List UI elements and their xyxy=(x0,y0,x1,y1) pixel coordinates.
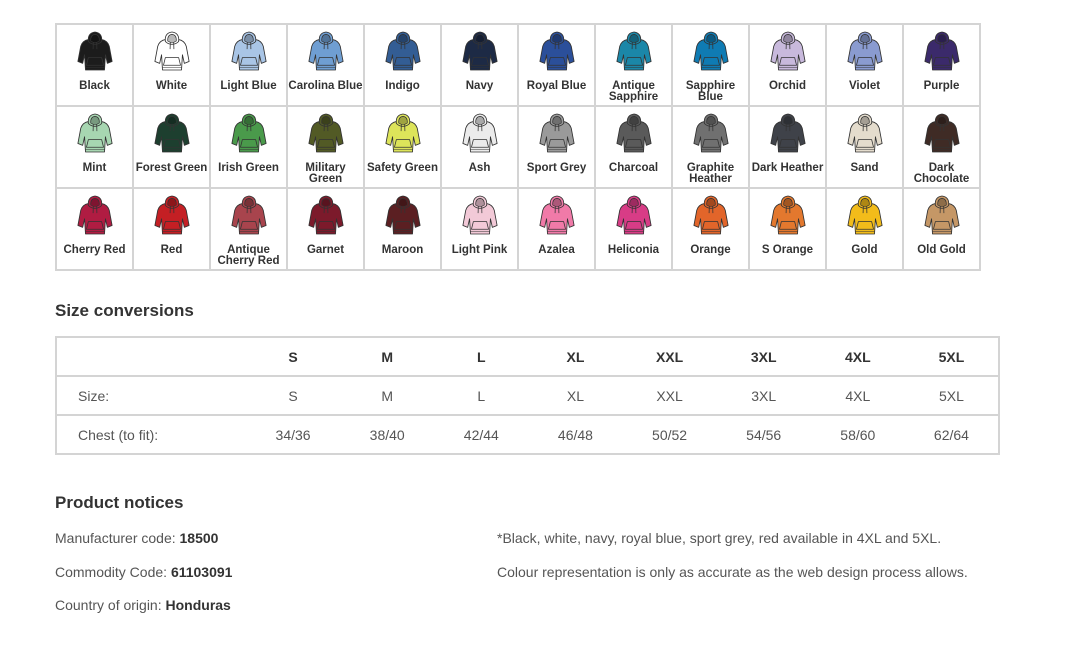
swatch-safety-green[interactable] xyxy=(364,106,441,188)
swatch-cell xyxy=(827,107,902,187)
swatch-label: Irish Green xyxy=(218,162,279,174)
swatch-label: Navy xyxy=(465,80,494,92)
size-value-cell: 54/56 xyxy=(717,415,811,454)
hoodie-icon xyxy=(538,193,576,237)
swatch-dark-heather[interactable] xyxy=(749,106,826,188)
country-of-origin-label: Country of origin: xyxy=(55,597,166,613)
hoodie-icon xyxy=(538,29,576,73)
swatch-mint[interactable] xyxy=(56,106,133,188)
hoodie-icon xyxy=(923,29,961,73)
swatch-label: Indigo xyxy=(385,80,420,92)
swatch-maroon[interactable] xyxy=(364,188,441,270)
hoodie-icon xyxy=(153,29,191,73)
hoodie-icon xyxy=(615,111,653,155)
hoodie-icon xyxy=(692,111,730,155)
colour-swatch-grid xyxy=(55,23,981,271)
swatch-azalea[interactable] xyxy=(518,188,595,270)
swatch-label: Ash xyxy=(468,162,491,174)
hoodie-icon xyxy=(76,29,114,73)
hoodie-icon xyxy=(461,193,499,237)
manufacturer-code-label: Manufacturer code: xyxy=(55,530,180,546)
size-header-row xyxy=(56,337,999,376)
swatch-label: Black xyxy=(79,80,110,92)
swatch-charcoal[interactable] xyxy=(595,106,672,188)
hoodie-icon xyxy=(307,29,345,73)
availability-note: *Black, white, navy, royal blue, sport grey, red available in 4XL and 5XL. xyxy=(497,530,942,546)
commodity-code-label: Commodity Code: xyxy=(55,564,171,580)
swatch-forest-green[interactable] xyxy=(133,106,210,188)
swatch-garnet[interactable] xyxy=(287,188,364,270)
swatch-orchid[interactable] xyxy=(749,24,826,106)
size-data-row xyxy=(56,415,999,454)
swatch-cell xyxy=(134,107,209,187)
commodity-code xyxy=(55,564,232,580)
swatch-ash[interactable] xyxy=(441,106,518,188)
swatch-cell xyxy=(442,25,517,105)
swatch-label: Violet xyxy=(848,80,881,92)
swatch-cell xyxy=(134,189,209,269)
size-conversions-heading: Size conversions xyxy=(55,301,194,320)
swatch-label: Royal Blue xyxy=(526,80,587,92)
swatch-cell xyxy=(827,189,902,269)
swatch-cell xyxy=(519,189,594,269)
swatch-cell xyxy=(365,25,440,105)
hoodie-icon xyxy=(769,193,807,237)
swatch-label: Orange xyxy=(690,244,731,256)
swatch-s-orange[interactable] xyxy=(749,188,826,270)
swatch-label: Antique Sapphire xyxy=(608,80,659,103)
hoodie-icon xyxy=(769,111,807,155)
hoodie-icon xyxy=(230,29,268,73)
swatch-label: Light Blue xyxy=(220,80,277,92)
swatch-sport-grey[interactable] xyxy=(518,106,595,188)
swatch-label: Maroon xyxy=(381,244,424,256)
swatch-label: Charcoal xyxy=(608,162,659,174)
swatch-cell xyxy=(288,107,363,187)
size-row-label: Chest (to fit): xyxy=(56,415,246,454)
swatch-navy[interactable] xyxy=(441,24,518,106)
hoodie-icon xyxy=(153,193,191,237)
size-value-cell: 42/44 xyxy=(434,415,528,454)
swatch-label: Heliconia xyxy=(607,244,660,256)
hoodie-icon xyxy=(230,193,268,237)
swatch-cell xyxy=(211,25,286,105)
hoodie-icon xyxy=(692,29,730,73)
size-value-cell: 5XL xyxy=(905,376,999,415)
swatch-label: Safety Green xyxy=(367,162,438,174)
swatch-antique-cherry-red[interactable] xyxy=(210,188,287,270)
country-of-origin xyxy=(55,597,231,613)
swatch-label: Old Gold xyxy=(917,244,966,256)
hoodie-icon xyxy=(384,111,422,155)
swatch-cell xyxy=(904,189,979,269)
size-data-row xyxy=(56,376,999,415)
size-value-cell: 34/36 xyxy=(246,415,340,454)
hoodie-icon xyxy=(769,29,807,73)
size-value-cell: L xyxy=(434,376,528,415)
swatch-antique-sapphire[interactable] xyxy=(595,24,672,106)
swatch-row xyxy=(56,24,980,106)
swatch-sand[interactable] xyxy=(826,106,903,188)
size-row-label: Size: xyxy=(56,376,246,415)
swatch-cell xyxy=(596,25,671,105)
swatch-label: Military Green xyxy=(305,162,346,185)
swatch-cell xyxy=(750,189,825,269)
swatch-old-gold[interactable] xyxy=(903,188,980,270)
size-header-cell: M xyxy=(340,337,434,376)
swatch-indigo[interactable] xyxy=(364,24,441,106)
size-header-cell: 4XL xyxy=(811,337,905,376)
swatch-military-green[interactable] xyxy=(287,106,364,188)
size-value-cell: M xyxy=(340,376,434,415)
manufacturer-code-value: 18500 xyxy=(179,530,219,546)
size-value-cell: XXL xyxy=(623,376,717,415)
swatch-label: Forest Green xyxy=(135,162,208,174)
size-header-cell: L xyxy=(434,337,528,376)
hoodie-icon xyxy=(461,111,499,155)
swatch-cell xyxy=(211,107,286,187)
swatch-label: Red xyxy=(160,244,183,256)
swatch-cell xyxy=(750,25,825,105)
swatch-label: Antique Cherry Red xyxy=(217,244,280,267)
hoodie-icon xyxy=(384,193,422,237)
swatch-row xyxy=(56,106,980,188)
swatch-label: Orchid xyxy=(768,80,807,92)
swatch-light-blue[interactable] xyxy=(210,24,287,106)
swatch-label: Gold xyxy=(851,244,878,256)
swatch-gold[interactable] xyxy=(826,188,903,270)
swatch-label: Dark Heather xyxy=(751,162,824,174)
swatch-cell xyxy=(442,189,517,269)
size-header-cell: XXL xyxy=(623,337,717,376)
swatch-cell xyxy=(519,25,594,105)
swatch-graphite-heather[interactable] xyxy=(672,106,749,188)
swatch-cell xyxy=(673,189,748,269)
hoodie-icon xyxy=(76,193,114,237)
swatch-cell xyxy=(288,25,363,105)
size-value-cell: XL xyxy=(528,376,622,415)
hoodie-icon xyxy=(461,29,499,73)
swatch-irish-green[interactable] xyxy=(210,106,287,188)
swatch-cell xyxy=(57,25,132,105)
product-notices-heading: Product notices xyxy=(55,493,184,512)
hoodie-icon xyxy=(846,193,884,237)
swatch-label: Mint xyxy=(82,162,107,174)
size-value-cell: 50/52 xyxy=(623,415,717,454)
hoodie-icon xyxy=(230,111,268,155)
size-value-cell: 3XL xyxy=(717,376,811,415)
manufacturer-code xyxy=(55,530,218,546)
swatch-cell xyxy=(596,189,671,269)
swatch-label: Garnet xyxy=(306,244,345,256)
hoodie-icon xyxy=(615,193,653,237)
size-value-cell: 38/40 xyxy=(340,415,434,454)
swatch-row xyxy=(56,188,980,270)
swatch-label: Light Pink xyxy=(451,244,508,256)
size-header-cell: XL xyxy=(528,337,622,376)
swatch-cherry-red[interactable] xyxy=(56,188,133,270)
size-value-cell: 58/60 xyxy=(811,415,905,454)
swatch-label: Azalea xyxy=(538,244,575,256)
hoodie-icon xyxy=(76,111,114,155)
hoodie-icon xyxy=(615,29,653,73)
swatch-label: Sport Grey xyxy=(526,162,587,174)
swatch-label: Dark Chocolate xyxy=(913,162,970,185)
swatch-dark-chocolate[interactable] xyxy=(903,106,980,188)
hoodie-icon xyxy=(846,111,884,155)
swatch-label: Sand xyxy=(850,162,879,174)
swatch-cell xyxy=(57,107,132,187)
swatch-purple[interactable] xyxy=(903,24,980,106)
colour-accuracy-note: Colour representation is only as accurate as the web design process allows. xyxy=(497,564,968,580)
swatch-cell xyxy=(596,107,671,187)
swatch-label: Graphite Heather xyxy=(686,162,735,185)
hoodie-icon xyxy=(384,29,422,73)
hoodie-icon xyxy=(923,111,961,155)
swatch-cell xyxy=(750,107,825,187)
swatch-cell xyxy=(673,107,748,187)
swatch-cell xyxy=(365,189,440,269)
size-header-cell xyxy=(56,337,246,376)
country-of-origin-value: Honduras xyxy=(165,597,231,613)
swatch-light-pink[interactable] xyxy=(441,188,518,270)
swatch-cell xyxy=(827,25,902,105)
size-conversion-table xyxy=(55,336,1000,455)
swatch-cell xyxy=(519,107,594,187)
size-value-cell: 4XL xyxy=(811,376,905,415)
swatch-label: Cherry Red xyxy=(63,244,126,256)
swatch-cell xyxy=(134,25,209,105)
swatch-carolina-blue[interactable] xyxy=(287,24,364,106)
size-value-cell: S xyxy=(246,376,340,415)
hoodie-icon xyxy=(307,193,345,237)
swatch-label: Purple xyxy=(923,80,960,92)
swatch-royal-blue[interactable] xyxy=(518,24,595,106)
swatch-cell xyxy=(288,189,363,269)
swatch-orange[interactable] xyxy=(672,188,749,270)
swatch-label: Carolina Blue xyxy=(288,80,363,92)
commodity-code-value: 61103091 xyxy=(170,564,233,580)
swatch-cell xyxy=(442,107,517,187)
swatch-cell xyxy=(904,25,979,105)
swatch-cell xyxy=(673,25,748,105)
hoodie-icon xyxy=(153,111,191,155)
swatch-violet[interactable] xyxy=(826,24,903,106)
swatch-heliconia[interactable] xyxy=(595,188,672,270)
hoodie-icon xyxy=(538,111,576,155)
swatch-cell xyxy=(211,189,286,269)
size-header-cell: S xyxy=(246,337,340,376)
swatch-cell xyxy=(904,107,979,187)
swatch-label: White xyxy=(155,80,188,92)
size-value-cell: 62/64 xyxy=(905,415,999,454)
swatch-label: S Orange xyxy=(761,244,814,256)
size-header-cell: 3XL xyxy=(717,337,811,376)
hoodie-icon xyxy=(307,111,345,155)
hoodie-icon xyxy=(692,193,730,237)
hoodie-icon xyxy=(846,29,884,73)
swatch-cell xyxy=(365,107,440,187)
size-header-cell: 5XL xyxy=(905,337,999,376)
swatch-white[interactable] xyxy=(133,24,210,106)
swatch-black[interactable] xyxy=(56,24,133,106)
swatch-red[interactable] xyxy=(133,188,210,270)
swatch-label: Sapphire Blue xyxy=(685,80,736,103)
swatch-cell xyxy=(57,189,132,269)
swatch-sapphire-blue[interactable] xyxy=(672,24,749,106)
hoodie-icon xyxy=(923,193,961,237)
size-value-cell: 46/48 xyxy=(528,415,622,454)
